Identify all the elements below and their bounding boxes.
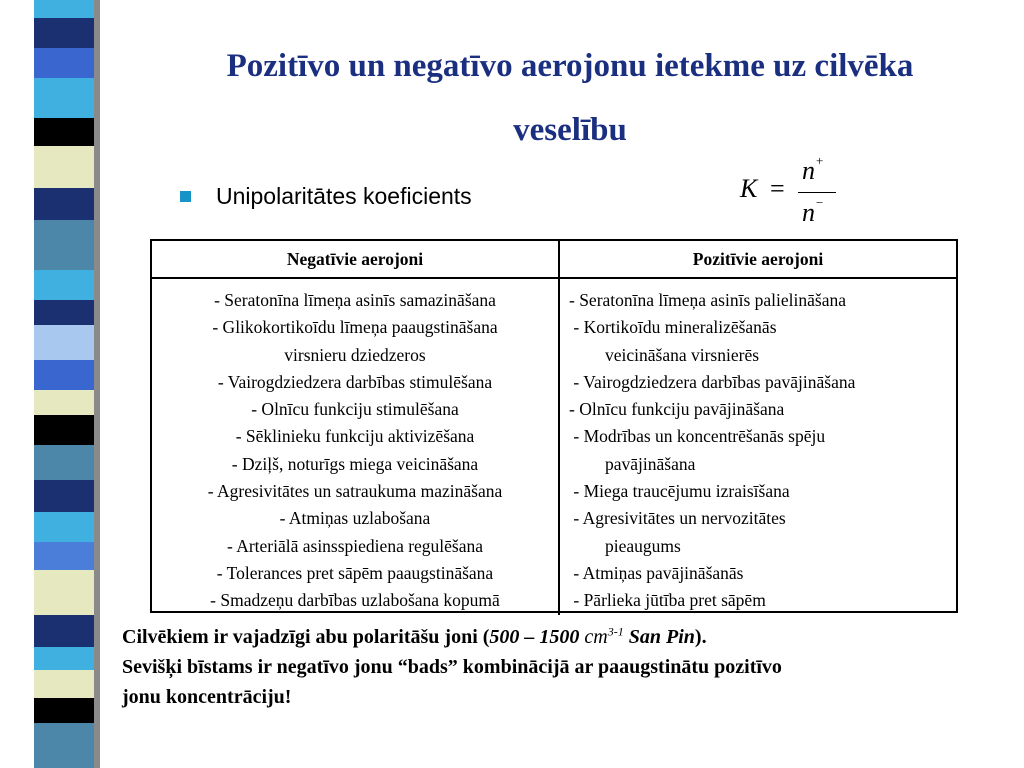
footer-line1-end: ). — [694, 626, 707, 648]
negative-effect-line: virsnieru dziedzeros — [284, 344, 426, 365]
footer-range: 500 – 1500 — [489, 626, 580, 648]
positive-effect-line: pieaugums — [605, 535, 681, 556]
footer-line3: jonu koncentrāciju! — [122, 686, 292, 708]
strip-block — [34, 445, 94, 480]
negative-effect-line: - Agresivitātes un satraukuma mazināšana — [207, 481, 503, 502]
decorative-strip — [34, 0, 94, 768]
footer-line1 — [122, 622, 1012, 652]
strip-block — [34, 325, 94, 360]
strip-block — [34, 270, 94, 300]
footer-unit: cm — [584, 626, 608, 648]
bullet-text: Unipolaritātes koeficients — [216, 183, 472, 209]
positive-effect-line: pavājināšana — [605, 453, 696, 474]
formula-denominator-sup: − — [816, 195, 824, 210]
footer-line1-text: Cilvēkiem ir vajadzīgi abu polaritāšu joni ( — [122, 626, 490, 648]
positive-effect-line: - Kortikoīdu mineralizēšanās — [569, 317, 777, 338]
bullet-item — [180, 183, 472, 210]
positive-effect-line: - Pārlieka jūtība pret sāpēm — [569, 590, 766, 611]
formula-numerator-sup: + — [816, 153, 824, 168]
formula-denominator-var: n — [802, 198, 815, 227]
square-bullet-icon — [180, 191, 191, 202]
strip-block — [34, 300, 94, 325]
negative-effect-line: - Smadzeņu darbības uzlabošana kopumā — [210, 590, 500, 611]
positive-effect-line: - Olnīcu funkciju pavājināšana — [569, 399, 785, 420]
negative-effect-line: - Tolerances pret sāpēm paaugstināšana — [216, 562, 494, 583]
slide-title-line2: veselību — [513, 112, 627, 148]
negative-effect-line: - Olnīcu funkciju stimulēšana — [251, 399, 459, 420]
strip-block — [34, 360, 94, 390]
negative-effect-line: - Seratonīna līmeņa asinīs samazināšana — [214, 290, 496, 310]
formula-numerator — [802, 153, 824, 186]
strip-block — [34, 670, 94, 698]
negative-effect-line: - Atmiņas uzlabošana — [279, 508, 431, 529]
formula-denominator — [802, 195, 824, 228]
strip-block — [34, 48, 94, 78]
strip-block — [34, 570, 94, 615]
strip-block — [34, 480, 94, 512]
ion-effects-table — [150, 239, 958, 613]
slide-title — [130, 34, 1010, 162]
positive-effect-line: veicināšana virsnierēs — [605, 344, 760, 365]
negative-ions-effects — [152, 279, 560, 615]
strip-block — [34, 146, 94, 188]
unipolarity-formula — [740, 152, 850, 232]
strip-block — [34, 615, 94, 647]
header-positive-ions: Pozitīvie aerojoni — [560, 241, 956, 279]
strip-block — [34, 415, 94, 445]
header-negative-ions: Negatīvie aerojoni — [152, 241, 560, 279]
strip-block — [34, 698, 94, 723]
formula-equals: = — [770, 174, 785, 203]
positive-effect-line: - Modrības un koncentrēšanās spēju — [569, 426, 826, 447]
formula-numerator-var: n — [802, 156, 815, 185]
strip-block — [34, 512, 94, 542]
strip-block — [34, 78, 94, 118]
fraction-bar — [798, 192, 836, 193]
positive-effect-line: - Vairogdziedzera darbības pavājināšana — [569, 371, 856, 392]
positive-effect-line: - Miega traucējumu izraisīšana — [569, 481, 790, 502]
strip-block — [34, 18, 94, 48]
footer-note — [122, 622, 1012, 712]
footer-line2: Sevišķi bīstams ir negatīvo jonu “bads” kombinācijā ar paaugstinātu pozitīvo — [122, 656, 782, 678]
strip-block — [34, 723, 94, 768]
strip-block — [34, 220, 94, 270]
strip-block — [34, 0, 94, 18]
strip-block — [34, 118, 94, 146]
footer-san-pin: San Pin — [628, 626, 695, 648]
strip-block — [34, 647, 94, 670]
positive-effect-line: - Atmiņas pavājināšanās — [569, 562, 744, 583]
formula-lhs: K — [740, 174, 758, 203]
negative-effect-line: - Arteriālā asinsspiediena regulēšana — [226, 535, 484, 556]
negative-effect-line: - Vairogdziedzera darbības stimulēšana — [217, 371, 493, 392]
strip-block — [34, 542, 94, 570]
negative-effect-line: - Glikokortikoīdu līmeņa paaugstināšana — [212, 317, 498, 338]
positive-effect-line: - Seratonīna līmeņa asinīs palielināšana — [569, 290, 846, 310]
positive-ions-effects — [560, 279, 956, 615]
footer-unit-sup: 3-1 — [607, 624, 624, 639]
slide-title-line1: Pozitīvo un negatīvo aerojonu ietekme uz cilvēka — [226, 48, 914, 84]
negative-effect-line: - Dziļš, noturīgs miega veicināšana — [231, 453, 479, 474]
negative-effect-line: - Sēklinieku funkciju aktivizēšana — [235, 426, 475, 447]
decorative-strip-shadow — [94, 0, 100, 768]
strip-block — [34, 390, 94, 415]
strip-block — [34, 188, 94, 220]
positive-effect-line: - Agresivitātes un nervozitātes — [569, 508, 786, 529]
